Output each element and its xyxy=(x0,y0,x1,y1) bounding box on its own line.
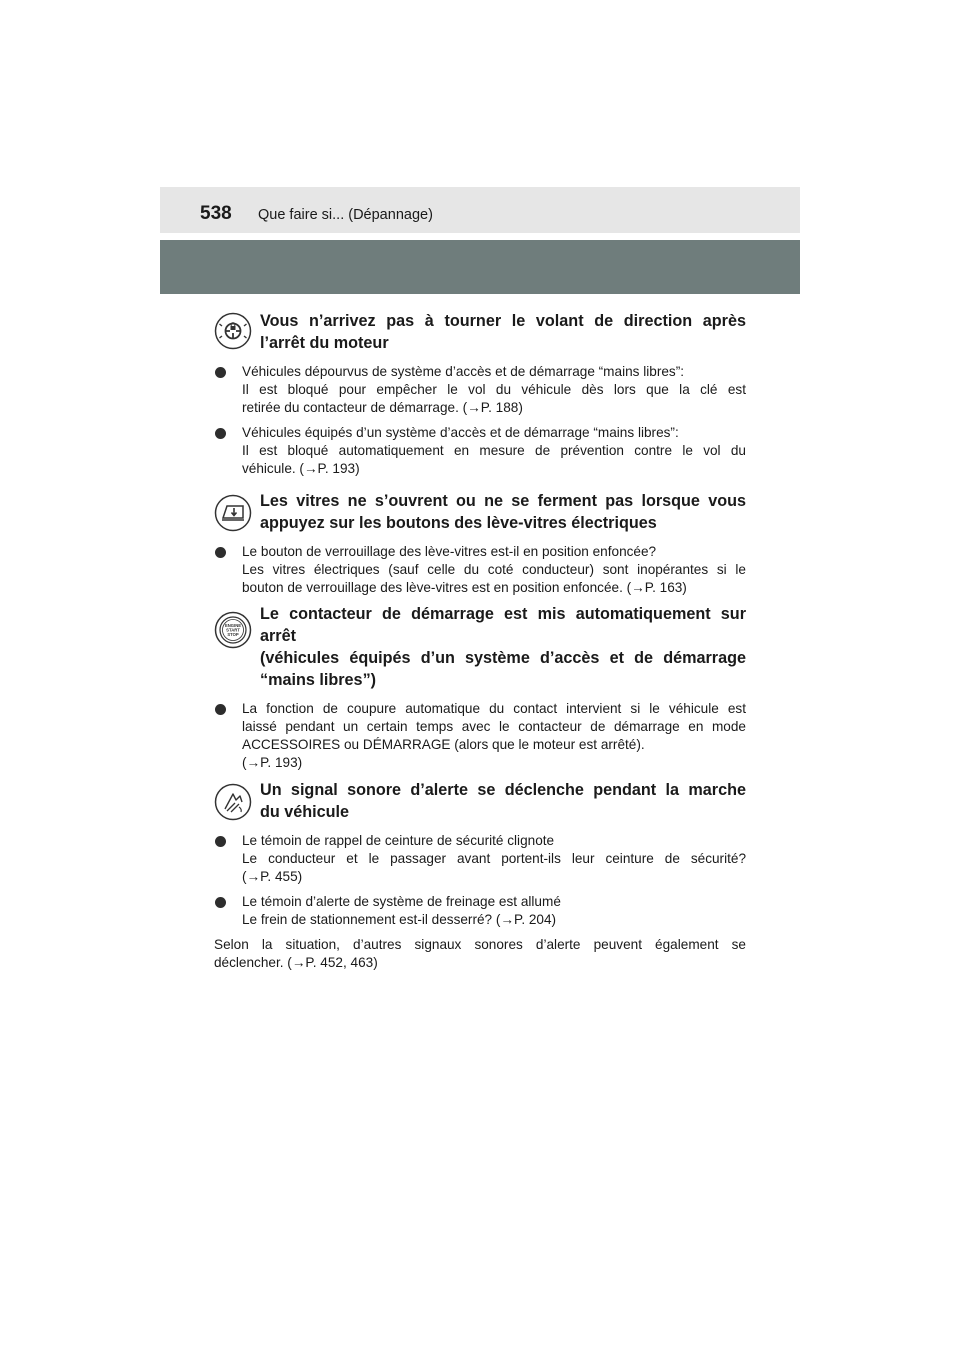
section-auto-power-off xyxy=(214,603,746,772)
title-line: “mains libres”) xyxy=(260,671,377,689)
page-number: 538 xyxy=(200,203,232,224)
text-line: La fonction de coupure automatique du contact intervient si le véhicule est xyxy=(242,701,746,716)
bullet-icon xyxy=(215,836,226,847)
text-line: Le bouton de verrouillage des lève-vitres est-il en position enfoncée? xyxy=(242,544,657,559)
steering-wheel-lock-icon xyxy=(214,312,252,350)
header-strip xyxy=(160,187,800,233)
text-line: Il est bloqué automatiquement en mesure de prévention contre le vol du xyxy=(242,443,746,458)
list-item xyxy=(242,832,746,886)
text-line: (→P. 193) xyxy=(242,755,303,770)
text-line: Véhicules équipés d’un système d’accès et de démarrage “mains libres”: xyxy=(242,425,679,440)
power-window-icon xyxy=(214,494,252,532)
text-line: véhicule. (→P. 193) xyxy=(242,461,360,476)
bullet-icon xyxy=(215,367,226,378)
bullet-icon xyxy=(215,704,226,715)
section-power-windows xyxy=(214,490,746,597)
section-title xyxy=(260,310,746,354)
text-line: déclencher. (→P. 452, 463) xyxy=(214,955,378,970)
title-line: (véhicules équipés d’un système d’accès et de démarrage xyxy=(260,649,746,667)
title-line: du véhicule xyxy=(260,803,350,821)
text-line: retirée du contacteur de démarrage. (→P. 188) xyxy=(242,400,523,415)
icon-label: ENGINE xyxy=(224,623,242,628)
list-item xyxy=(242,424,746,478)
text-line: Les vitres électriques (sauf celle du coté conducteur) sont inopérantes si le xyxy=(242,562,746,577)
text-line: Véhicules dépourvus de système d’accès et de démarrage “mains libres”: xyxy=(242,364,685,379)
section-title xyxy=(260,490,746,534)
title-line: Le contacteur de démarrage est mis automatiquement sur xyxy=(260,605,746,623)
title-line: Vous n’arrivez pas à tourner le volant de direction après xyxy=(260,312,746,330)
list-item xyxy=(242,363,746,417)
title-line: appuyez sur les boutons des lève-vitres électriques xyxy=(260,514,657,532)
text-line: laissé pendant un certain temps avec le contacteur de démarrage en mode xyxy=(242,719,746,734)
section-title xyxy=(260,603,746,691)
icon-label: START xyxy=(226,627,240,633)
paragraph xyxy=(214,936,746,972)
text-line: Le témoin de rappel de ceinture de sécurité clignote xyxy=(242,833,555,848)
text-line: Il est bloqué pour empêcher le vol du véhicule dès lors que la clé est xyxy=(242,382,746,397)
text-line: Le conducteur et le passager avant portent-ils leur ceinture de sécurité? xyxy=(242,851,746,866)
title-line: Les vitres ne s’ouvrent ou ne se ferment pas lorsque vous xyxy=(260,492,746,510)
title-line: Un signal sonore d’alerte se déclenche pendant la marche xyxy=(260,781,746,799)
list-item xyxy=(242,700,746,772)
text-line: (→P. 455) xyxy=(242,869,303,884)
bullet-icon xyxy=(215,897,226,908)
bullet-icon xyxy=(215,428,226,439)
section-steering-lock xyxy=(214,310,746,478)
engine-start-stop-icon xyxy=(214,611,252,649)
list-item xyxy=(242,893,746,929)
section-title xyxy=(260,779,746,823)
title-line: arrêt xyxy=(260,627,296,645)
text-line: Selon la situation, d’autres signaux sonores d’alerte peuvent également se xyxy=(214,937,746,952)
text-line: Le témoin d’alerte de système de freinage est allumé xyxy=(242,894,561,909)
text-line: bouton de verrouillage des lève-vitres est en position enfoncée. (→P. 163) xyxy=(242,580,687,595)
section-banner xyxy=(160,240,800,294)
text-line: ACCESSOIRES ou DÉMARRAGE (alors que le moteur est arrêté). xyxy=(242,737,645,752)
section-warning-buzzer xyxy=(214,779,746,972)
chapter-title: Que faire si... (Dépannage) xyxy=(258,207,433,223)
text-line: Le frein de stationnement est-il desserré? (→P. 204) xyxy=(242,912,557,927)
title-line: l’arrêt du moteur xyxy=(260,334,389,352)
list-item xyxy=(242,543,746,597)
icon-label: STOP xyxy=(227,632,239,637)
warning-buzzer-icon xyxy=(214,783,252,821)
bullet-icon xyxy=(215,547,226,558)
